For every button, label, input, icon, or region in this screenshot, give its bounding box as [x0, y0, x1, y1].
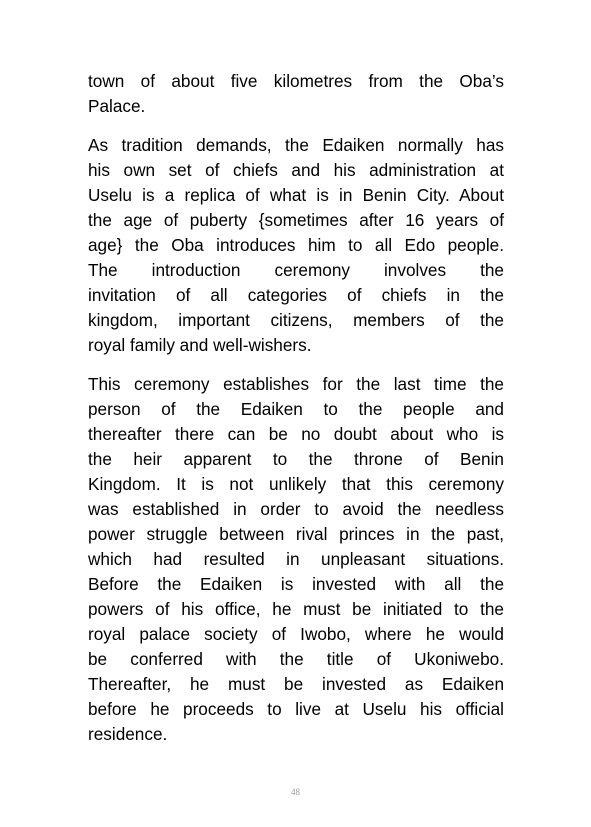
- paragraph-line: royal palace society of Iwobo, where he would: [88, 624, 504, 644]
- paragraph-line: person of the Edaiken to the people and: [88, 399, 504, 419]
- paragraph-line: As tradition demands, the Edaiken normally has: [88, 135, 504, 155]
- paragraph-line: invitation of all categories of chiefs in the: [88, 285, 504, 305]
- paragraph-line: was established in order to avoid the needless: [88, 499, 504, 519]
- paragraph-line: royal family and well-wishers.: [88, 335, 312, 355]
- paragraph-line: powers of his office, he must be initiated to the: [88, 599, 504, 619]
- paragraph-line: Uselu is a replica of what is in Benin City. About: [88, 185, 504, 205]
- paragraph-line: Kingdom. It is not unlikely that this ceremony: [88, 474, 504, 494]
- paragraph-line: age} the Oba introduces him to all Edo people.: [88, 235, 504, 255]
- paragraph-line: which had resulted in unpleasant situations.: [88, 549, 504, 569]
- paragraph-line: Palace.: [88, 96, 146, 116]
- paragraph-line: This ceremony establishes for the last time the: [88, 374, 504, 394]
- paragraph-line: town of about five kilometres from the Oba’s: [88, 71, 504, 91]
- paragraph-line: be conferred with the title of Ukoniwebo.: [88, 649, 504, 669]
- paragraph-line: thereafter there can be no doubt about who is: [88, 424, 504, 444]
- paragraph-line: The introduction ceremony involves the: [88, 260, 504, 280]
- paragraph-line: the age of puberty {sometimes after 16 years of: [88, 210, 504, 230]
- paragraph-line: the heir apparent to the throne of Benin: [88, 449, 504, 469]
- paragraph-line: Thereafter, he must be invested as Edaiken: [88, 674, 504, 694]
- paragraph-line: residence.: [88, 724, 168, 744]
- paragraph-line: Before the Edaiken is invested with all the: [88, 574, 504, 594]
- page-number: 48: [291, 787, 300, 797]
- paragraph-line: power struggle between rival princes in the past,: [88, 524, 504, 544]
- paragraph-line: his own set of chiefs and his administration at: [88, 160, 504, 180]
- paragraph-line: kingdom, important citizens, members of the: [88, 310, 504, 330]
- paragraph-line: before he proceeds to live at Uselu his official: [88, 699, 504, 719]
